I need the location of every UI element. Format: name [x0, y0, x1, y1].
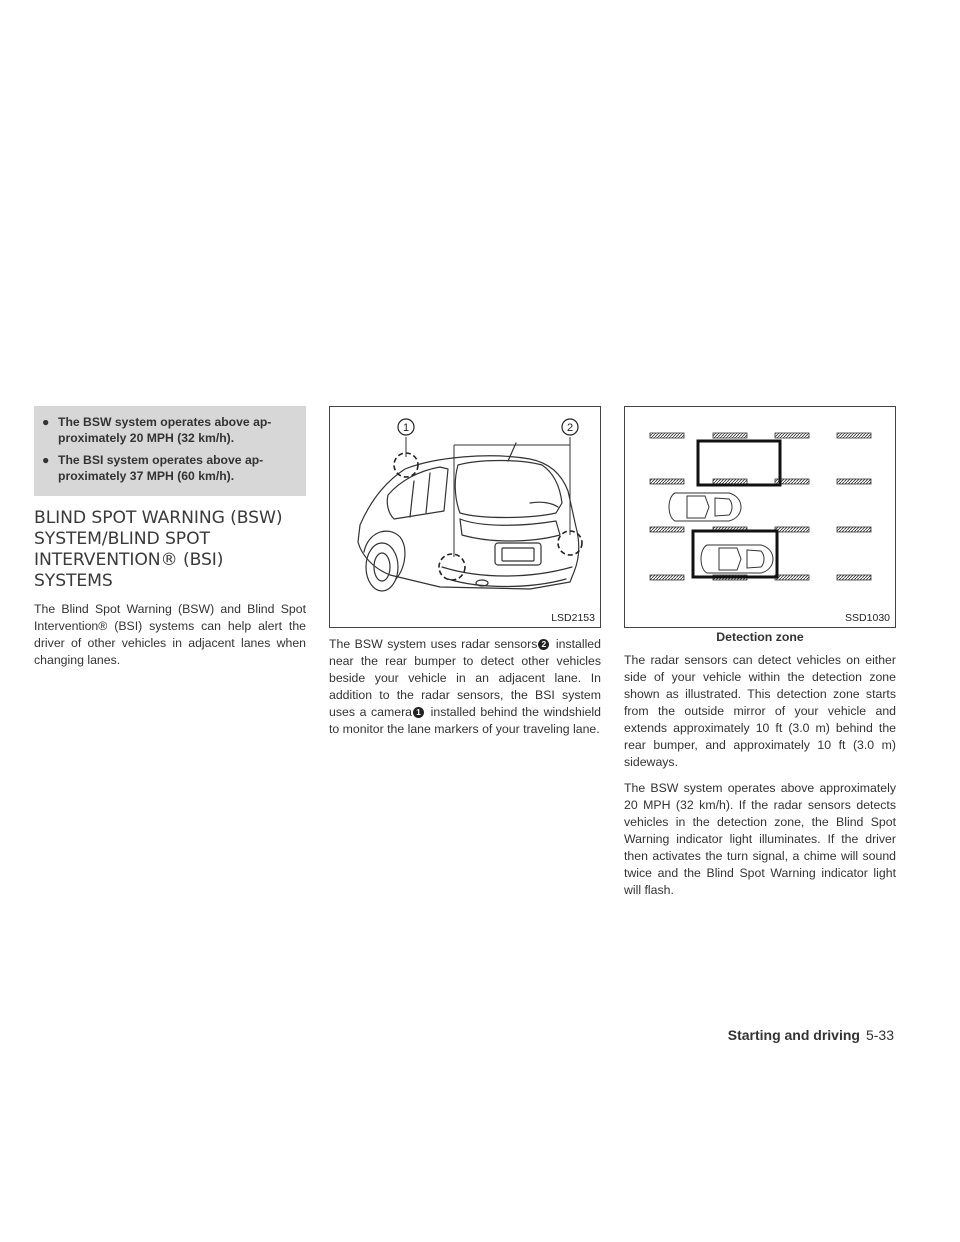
bullet-icon: ●	[42, 415, 50, 429]
detection-paragraph: The radar sensors can detect vehicles on either side of your vehicle within the detection zone shown as illustrated. This detection zone starts from the outside mirror of your vehicle and extends approximately 10 ft (3.0 m) behind the rear bumper, and approximately 10 ft (3.0 m) sideways.	[624, 653, 896, 769]
callout-2-label: 2	[566, 422, 574, 434]
callout-1-label: 1	[402, 422, 410, 434]
column-left	[34, 406, 306, 678]
note-item	[42, 414, 298, 446]
note-text: The BSW system operates above ap- proximately 20 MPH (32 km/h).	[58, 415, 272, 445]
column-middle	[329, 406, 601, 747]
note-item	[42, 452, 298, 484]
note-text: The BSI system operates above ap- proximately 37 MPH (60 km/h).	[58, 453, 264, 483]
column-right	[624, 406, 896, 908]
page-number: 5-33	[865, 1027, 894, 1043]
intro-paragraph: The Blind Spot Warning (BSW) and Blind Spot Intervention® (BSI) systems can help alert the driver of other vehicles in adjacent lanes when changing lanes.	[34, 602, 306, 667]
footer-section: Starting and driving	[727, 1027, 860, 1043]
note-box	[34, 406, 306, 496]
figure-caption: Detection zone	[716, 630, 804, 644]
sensor-text-1: The BSW system uses radar sensors	[329, 637, 538, 651]
page-footer	[728, 1027, 894, 1043]
bullet-icon: ●	[42, 453, 50, 467]
detection-zone-diagram	[625, 407, 895, 627]
vehicle-rear-illustration	[330, 407, 600, 627]
sensor-text-3: installed behind the windshield to monitor the lane markers of your traveling lane.	[329, 705, 601, 736]
sensor-paragraph	[329, 636, 601, 738]
figure-code: SSD1030	[845, 612, 890, 624]
figure-vehicle-rear	[329, 406, 601, 628]
figure-detection-zone	[624, 406, 896, 628]
section-title: BLIND SPOT WARNING (BSW) SYSTEM/BLIND SPOT INTERVENTION® (BSI) SYSTEMS	[34, 508, 283, 591]
operation-paragraph: The BSW system operates above approximately 20 MPH (32 km/h). If the radar sensors detects vehicles in the detection zone, the Blind Spot Warning indicator light illuminates. If the driver then activates the turn signal, a chime will sound twice and the Blind Spot Warning indicator light will flash.	[624, 781, 896, 897]
figure-code: LSD2153	[551, 612, 595, 624]
ref-1-icon: 1	[413, 707, 424, 718]
ref-2-icon: 2	[538, 639, 549, 650]
sensor-text-2: installed near the rear bumper to detect other vehicles beside your vehicle in an adjacent lane. In addition to the radar sensors, the BSI system uses a camera	[329, 637, 601, 719]
